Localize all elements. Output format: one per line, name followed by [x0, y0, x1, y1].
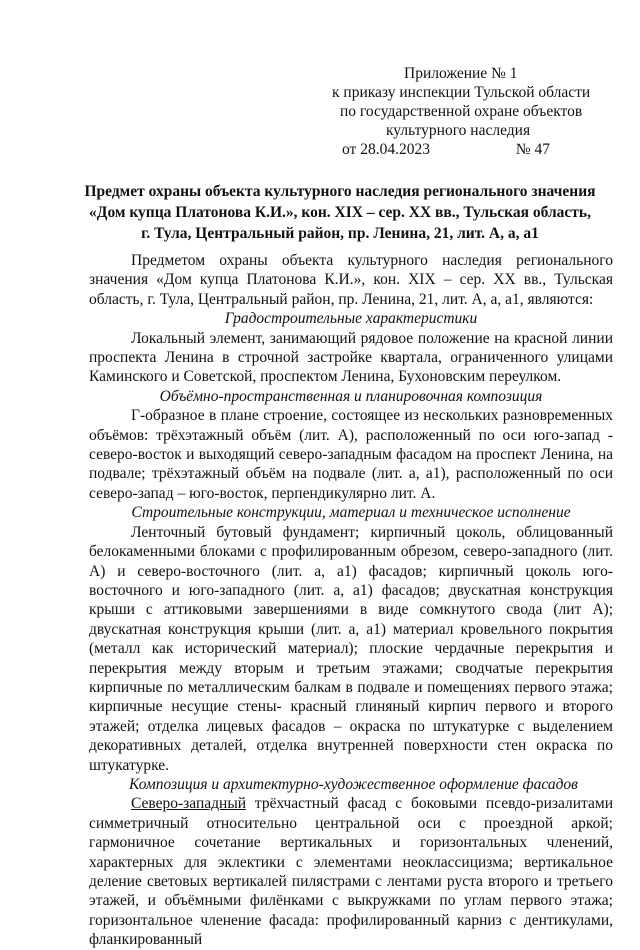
document-title	[70, 181, 610, 244]
title-line-3: г. Тула, Центральный район, пр. Ленина, 21, лит. А, а, а1	[141, 225, 539, 242]
document-body	[89, 251, 613, 950]
order-number: № 47	[515, 141, 550, 158]
section-title-facades: Композиция и архитектурно-художественное оформление фасадов	[129, 775, 578, 793]
section-text-urban: Локальный элемент, занимающий рядовое положение на красной линии проспекта Ленина в строчной застройке квартала, ограниченного улицами Каминского и Советской, проспектом Ленина, Бухоновским переулком.	[89, 329, 613, 386]
appendix-number: Приложение № 1	[404, 65, 518, 82]
appendix-header	[330, 64, 600, 159]
section-title-urban: Градостроительные характеристики	[224, 310, 478, 328]
section-title-volume: Объёмно-пространственная и планировочная композиция	[159, 387, 543, 405]
facade-lead-term: Северо-западный	[131, 795, 247, 813]
intro-paragraph: Предметом охраны объекта культурного наследия регионального значения «Дом купца Платонова К.И.», кон. XIX – сер. XX вв., Тульская область, г. Тула, Центральный район, пр. Ленина, 21, лит. А, а, а1, являются:	[89, 252, 613, 308]
order-reference: к приказу инспекции Тульской области	[332, 84, 591, 101]
order-date-line	[330, 140, 600, 159]
section-text-construction: Ленточный бутовый фундамент; кирпичный цоколь, облицованный белокаменными блоками с профилированным обрезом, северо-западного (лит. А) и северо-восточного (лит. а, а1) фасадов; кирпичный цоколь юго-восточного и юго-западного (лит. а, а1) фасадов; двускатная конструкция крыши с аттиковыми завершениями в виде сомкнутого свода (лит А); двускатная конструкция крыши (лит. а, а1) материал кровельного покрытия (металл как исторический материал); плоские чердачные перекрытия и перекрытия между вторым и третьим этажами; сводчатые перекрытия кирпичные по металлическим балкам в подвале и помещениях первого этажа; кирпичные несущие стены- красный глиняный кирпич первого и второго этажей; отделка лицевых фасадов – окраска по штукатурке с выделением декоративных деталей, отделка внутренней поверхности стен окраска по штукатурке.	[89, 523, 613, 774]
order-date: от 28.04.2023	[342, 141, 430, 158]
title-line-2: «Дом купца Платонова К.И.», кон. XIX – сер. XX вв., Тульская область,	[89, 204, 591, 221]
section-title-construction: Строительные конструкции, материал и техническое исполнение	[131, 504, 571, 522]
order-authority: по государственной охране объектов	[340, 103, 583, 120]
section-text-volume: Г-образное в плане строение, состоящее из нескольких разновременных объёмов: трёхэтажный объём (лит. А), расположенный по оси юго-запад - северо-восток и выходящий северо-западным фасадом на проспект Ленина, на подвале; трёхэтажный объём на подвале (лит. а, а1), расположенный по оси северо-запад – юго-восток, перпендикулярно лит. А.	[89, 407, 613, 502]
title-line-1: Предмет охраны объекта культурного наследия регионального значения	[84, 183, 596, 200]
facade-description: трёхчастный фасад с боковыми псевдо-ризалитами симметричный относительно центральной оси с проездной аркой; гармоничное сочетание вертикальных и горизонтальных членений, характерных для эклектики с элементами неоклассицизма; вертикальное деление световых вертикалей пилястрами с лентами руста второго и третьего этажей, и объёмными филёнками с выкружками по углам первого этажа; горизонтальное членение фасада: профилированный карниз с дентикулами, фланкированный	[89, 795, 613, 949]
order-authority-cont: культурного наследия	[386, 122, 531, 139]
section-text-facades	[89, 794, 613, 949]
